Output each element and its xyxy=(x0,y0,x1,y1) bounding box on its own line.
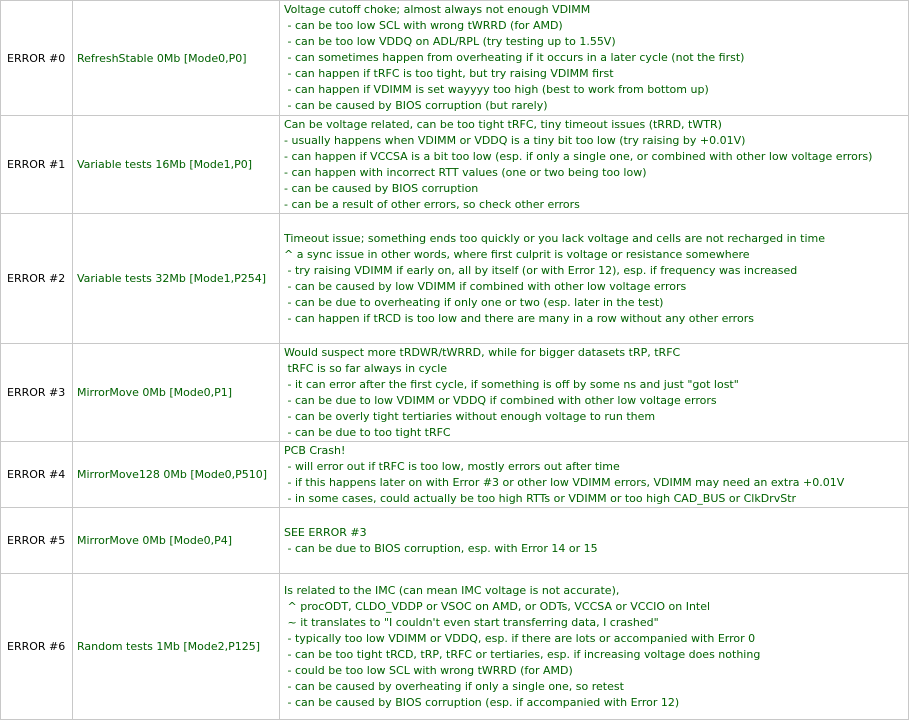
description-line: - can be too low SCL with wrong tWRRD (for AMD) xyxy=(284,19,563,32)
description-line: - usually happens when VDIMM or VDDQ is a tiny bit too low (try raising by +0.01V) xyxy=(284,133,746,147)
description-line: - if this happens later on with Error #3 or other low VDIMM errors, VDIMM may need an extra +0.01V xyxy=(284,475,845,489)
description-line: - it can error after the first cycle, if something is off by some ns and just "got lost" xyxy=(284,377,739,391)
description-line: - can be due to too tight tRFC xyxy=(284,425,451,439)
description-line: - can happen if VDIMM is set wayyyy too high (best to work from bottom up) xyxy=(284,83,709,96)
description-line: SEE ERROR #3 xyxy=(284,525,367,539)
test-name-cell: MirrorMove 0Mb [Mode0,P1] xyxy=(73,344,280,442)
test-name-cell: Variable tests 32Mb [Mode1,P254] xyxy=(73,214,280,344)
description-line: Can be voltage related, can be too tight tRFC, tiny timeout issues (tRRD, tWTR) xyxy=(284,117,722,131)
description-cell xyxy=(280,344,909,442)
description-cell xyxy=(280,214,909,344)
table-row xyxy=(1,574,909,720)
description-line: - can be caused by overheating if only a single one, so retest xyxy=(284,679,624,693)
description-line: ~ it translates to "I couldn't even start transferring data, I crashed" xyxy=(284,615,659,629)
test-name-cell: Random tests 1Mb [Mode2,P125] xyxy=(73,574,280,720)
description-line: - can happen if tRCD is too low and there are many in a row without any other errors xyxy=(284,311,754,325)
description-line: - can be overly tight tertiaries without enough voltage to run them xyxy=(284,409,656,423)
error-code-cell: ERROR #3 xyxy=(1,344,73,442)
description-line: Voltage cutoff choke; almost always not enough VDIMM xyxy=(284,3,591,16)
error-code-cell: ERROR #6 xyxy=(1,574,73,720)
description-cell xyxy=(280,508,909,574)
test-name-cell: MirrorMove 0Mb [Mode0,P4] xyxy=(73,508,280,574)
description-line: - can be caused by BIOS corruption xyxy=(284,181,479,195)
description-line: - can be caused by BIOS corruption (esp. if accompanied with Error 12) xyxy=(284,695,680,709)
error-table-body xyxy=(1,1,909,720)
error-code-cell: ERROR #2 xyxy=(1,214,73,344)
description-line: - try raising VDIMM if early on, all by itself (or with Error 12), esp. if frequency was increased xyxy=(284,263,798,277)
error-code-cell: ERROR #5 xyxy=(1,508,73,574)
description-line: - can be caused by BIOS corruption (but rarely) xyxy=(284,99,548,112)
table-row xyxy=(1,442,909,508)
description-line: - can be too low VDDQ on ADL/RPL (try testing up to 1.55V) xyxy=(284,35,616,48)
error-code-cell: ERROR #1 xyxy=(1,116,73,214)
test-name-cell: MirrorMove128 0Mb [Mode0,P510] xyxy=(73,442,280,508)
description-line: - can happen if VCCSA is a bit too low (esp. if only a single one, or combined with other low voltage errors) xyxy=(284,149,873,163)
description-line: - can happen with incorrect RTT values (one or two being too low) xyxy=(284,165,647,179)
description-line: - can be due to BIOS corruption, esp. with Error 14 or 15 xyxy=(284,541,598,555)
description-line: ^ a sync issue in other words, where first culprit is voltage or resistance somewhere xyxy=(284,247,750,261)
description-line: - can be a result of other errors, so check other errors xyxy=(284,197,580,211)
description-cell xyxy=(280,116,909,214)
table-row xyxy=(1,116,909,214)
table-row xyxy=(1,1,909,116)
description-line: ^ procODT, CLDO_VDDP or VSOC on AMD, or ODTs, VCCSA or VCCIO on Intel xyxy=(284,599,711,613)
description-line: Timeout issue; something ends too quickly or you lack voltage and cells are not recharged in time xyxy=(284,231,825,245)
description-line: - typically too low VDIMM or VDDQ, esp. if there are lots or accompanied with Error 0 xyxy=(284,631,756,645)
description-line: - could be too low SCL with wrong tWRRD (for AMD) xyxy=(284,663,573,677)
error-code-cell: ERROR #0 xyxy=(1,1,73,116)
table-row xyxy=(1,344,909,442)
description-line: - can be due to low VDIMM or VDDQ if combined with other low voltage errors xyxy=(284,393,717,407)
test-name-cell: RefreshStable 0Mb [Mode0,P0] xyxy=(73,1,280,116)
description-cell xyxy=(280,1,909,116)
description-line: - in some cases, could actually be too high RTTs or VDIMM or too high CAD_BUS or ClkDrvStr xyxy=(284,491,797,505)
description-line: - can be caused by low VDIMM if combined with other low voltage errors xyxy=(284,279,687,293)
description-line: PCB Crash! xyxy=(284,443,346,457)
description-line: - can be too tight tRCD, tRP, tRFC or tertiaries, esp. if increasing voltage does nothing xyxy=(284,647,761,661)
description-cell xyxy=(280,574,909,720)
description-line: Is related to the IMC (can mean IMC voltage is not accurate), xyxy=(284,583,620,597)
table-row xyxy=(1,508,909,574)
description-line: - can be due to overheating if only one or two (esp. later in the test) xyxy=(284,295,664,309)
error-code-cell: ERROR #4 xyxy=(1,442,73,508)
table-row xyxy=(1,214,909,344)
description-line: - can happen if tRFC is too tight, but try raising VDIMM first xyxy=(284,67,614,80)
description-line: - will error out if tRFC is too low, mostly errors out after time xyxy=(284,459,620,473)
description-line: Would suspect more tRDWR/tWRRD, while for bigger datasets tRP, tRFC xyxy=(284,345,681,359)
description-cell xyxy=(280,442,909,508)
description-line: tRFC is so far always in cycle xyxy=(284,361,448,375)
test-name-cell: Variable tests 16Mb [Mode1,P0] xyxy=(73,116,280,214)
description-line: - can sometimes happen from overheating if it occurs in a later cycle (not the first) xyxy=(284,51,745,64)
